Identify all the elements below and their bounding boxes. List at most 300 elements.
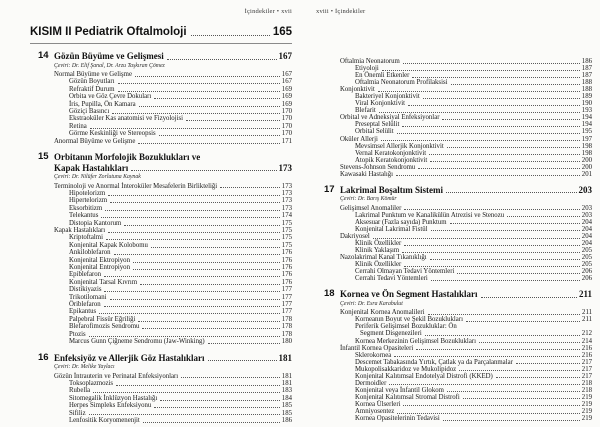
entry-page-number: 219 xyxy=(581,415,592,423)
dot-leader xyxy=(133,269,280,270)
chapter-continuation-entries xyxy=(316,58,592,178)
entry-page-number: 173 xyxy=(281,197,292,205)
toc-entry xyxy=(316,309,592,316)
toc-entry xyxy=(316,171,592,178)
entry-label: Oftalmia Neonatorum xyxy=(340,58,400,65)
toc-entry xyxy=(316,261,592,268)
toc-entry xyxy=(316,58,592,65)
entry-page-number: 193 xyxy=(581,107,592,115)
chapter-block xyxy=(30,353,292,425)
entry-page-number: 175 xyxy=(281,241,292,249)
dot-leader xyxy=(403,405,579,406)
toc-entry xyxy=(30,212,292,219)
dot-leader xyxy=(135,76,280,77)
entry-label: Nazolakrimal Kanal Tıkanıklığı xyxy=(340,254,427,262)
toc-entry xyxy=(30,190,292,197)
dot-leader xyxy=(396,175,580,176)
entry-label: Amniyosentez xyxy=(355,407,395,415)
entry-label: Oküler Allerji xyxy=(340,135,378,143)
toc-entry xyxy=(30,417,292,424)
dot-leader xyxy=(389,384,579,385)
entry-label: Distikiyazis xyxy=(69,286,102,294)
dot-leader xyxy=(186,120,280,121)
entry-page-number: 218 xyxy=(581,379,592,387)
entry-label: Konjenital Kornea Anomalileri xyxy=(340,309,425,317)
entry-page-number: 205 xyxy=(581,247,592,255)
dot-leader xyxy=(154,98,280,99)
toc-entry xyxy=(30,271,292,278)
toc-entry xyxy=(30,227,292,234)
entry-page-number: 169 xyxy=(281,85,292,93)
chapter-number: 17 xyxy=(324,183,335,195)
toc-entry xyxy=(316,359,592,366)
entry-label: Ptozis xyxy=(69,330,86,338)
entry-page-number: 170 xyxy=(281,122,292,130)
dot-leader xyxy=(429,154,580,155)
dot-leader xyxy=(403,63,580,64)
dot-leader xyxy=(110,202,280,203)
entry-label: Konjenital Lakrimal Fistül xyxy=(355,225,428,233)
dot-leader xyxy=(191,35,270,36)
toc-entry xyxy=(316,72,592,79)
chapter-page-number: 167 xyxy=(278,51,292,61)
entry-label: Korneanın Boyut ve Şekil Bozuklukları xyxy=(355,316,463,324)
entry-page-number: 178 xyxy=(281,323,292,331)
dot-leader xyxy=(90,128,280,129)
entry-label: Normal Büyüme ve Gelişme xyxy=(54,71,132,78)
entry-label: Gözün İntrauterin ve Perinatal Enfeksiyonları xyxy=(54,372,179,380)
dot-leader xyxy=(124,225,280,226)
toc-entry xyxy=(30,279,292,286)
chapter-title: Lakrimal Boşaltım Sistemi xyxy=(340,184,443,195)
entry-page-number: 189 xyxy=(581,93,592,101)
entry-label: Lakrimal Punktum ve Kanalikülün Atrezisi ve Stenozu xyxy=(355,211,505,219)
toc-entry xyxy=(316,345,592,352)
entry-page-number: 204 xyxy=(581,218,592,226)
toc-entry xyxy=(316,268,592,275)
toc-entry xyxy=(316,65,592,72)
entry-page-number: 184 xyxy=(281,394,292,402)
dot-leader xyxy=(114,254,280,255)
entry-page-number: 181 xyxy=(281,372,292,380)
left-chapter-list xyxy=(30,51,292,424)
dot-leader xyxy=(167,59,277,60)
toc-entry xyxy=(316,219,592,226)
entry-page-number: 177 xyxy=(281,286,292,294)
entry-page-number: 211 xyxy=(582,316,592,324)
dot-leader xyxy=(89,336,280,337)
entry-page-number: 203 xyxy=(581,211,592,219)
chapter-block xyxy=(316,185,592,283)
toc-entry xyxy=(30,183,292,190)
entry-label: Dermoidler xyxy=(355,379,387,387)
entry-label: İris, Pupilla, Ön Kamara xyxy=(69,100,136,108)
entry-page-number: 219 xyxy=(581,407,592,415)
chapter-heading xyxy=(316,289,592,300)
dot-leader xyxy=(159,135,280,136)
entry-label: Kriptoftalmi xyxy=(69,234,103,242)
chapter-number: 14 xyxy=(38,50,49,61)
part-page-number: 165 xyxy=(272,26,292,38)
toc-entry xyxy=(30,242,292,249)
dot-leader xyxy=(118,83,280,84)
entry-page-number: 178 xyxy=(281,315,292,323)
dot-leader xyxy=(142,328,279,329)
dot-leader xyxy=(404,266,580,267)
dot-leader xyxy=(105,210,280,211)
entry-page-number: 176 xyxy=(281,271,292,279)
entry-label: Aksesuar (Fazla sayıda) Punktum xyxy=(355,218,447,226)
entry-page-number: 201 xyxy=(581,170,592,178)
chapter-title: Orbitanın Morfolojik Bozuklukları ve xyxy=(54,152,201,163)
dot-leader xyxy=(404,209,579,210)
toc-entry xyxy=(30,101,292,108)
dot-leader xyxy=(397,413,580,414)
entry-label: Descemet Tabakasında Yırtık, Çatlak ya da Parçalanmalar xyxy=(355,358,513,366)
entry-page-number: 203 xyxy=(581,204,592,212)
entry-page-number: 198 xyxy=(581,142,592,150)
toc-entry xyxy=(316,408,592,415)
entry-page-number: 170 xyxy=(281,130,292,138)
entry-label: Trikotilomani xyxy=(69,293,107,301)
entry-page-number: 175 xyxy=(281,234,292,242)
entry-label: Epiblefaron xyxy=(69,271,102,279)
entry-page-number: 171 xyxy=(281,137,292,145)
dot-leader xyxy=(418,168,579,169)
entry-page-number: 186 xyxy=(281,416,292,424)
toc-entry xyxy=(316,233,592,240)
entry-label: Vernal Keratokonjonktivit xyxy=(355,149,427,157)
entry-page-number: 177 xyxy=(281,301,292,309)
entry-page-number: 181 xyxy=(281,379,292,387)
dot-leader xyxy=(479,342,580,343)
toc-entry xyxy=(316,150,592,157)
toc-entry xyxy=(30,331,292,338)
toc-entry xyxy=(30,316,292,323)
right-chapter-list xyxy=(316,185,592,422)
dot-leader xyxy=(143,422,280,423)
entry-page-number: 205 xyxy=(581,254,592,262)
chapter-page-number: 173 xyxy=(278,162,292,173)
entry-page-number: 216 xyxy=(581,351,592,359)
entry-label: En Önemli Etkenler xyxy=(355,72,410,80)
toc-entry xyxy=(30,308,292,315)
toc-entry xyxy=(316,86,592,93)
translator-credit: Çeviri: Dr. Nilüfer Zorlutuna Kaynak xyxy=(54,174,141,181)
entry-label: Rubella xyxy=(69,387,91,395)
toc-entry xyxy=(30,205,292,212)
entry-label: Oftalmia Neonatorum Profilaksisi xyxy=(355,79,448,87)
dot-leader xyxy=(140,284,280,285)
dot-leader xyxy=(378,91,580,92)
toc-entry xyxy=(316,93,592,100)
dot-leader xyxy=(104,276,280,277)
entry-label: Refraktif Durum xyxy=(69,85,115,93)
entry-label: Eksorbitizm xyxy=(69,204,103,212)
dot-leader xyxy=(428,314,580,315)
toc-entry xyxy=(316,394,592,401)
entry-label: Segment Disgenezileri xyxy=(360,330,422,338)
entry-label: Orbita ve Göz Çevre Dokuları xyxy=(69,93,152,101)
entry-label: Kornea Merkezinin Gelişimsel Bozuklukları xyxy=(355,337,476,345)
entry-label: Preseptal Selülit xyxy=(355,121,400,129)
chapter-number: 15 xyxy=(38,151,49,163)
entry-label: Sifiliz xyxy=(69,409,86,417)
translator-credit: Çeviri: Dr. Elif Şanal, Dr. Arzu Taşkıran Çömez xyxy=(54,62,165,69)
dot-leader xyxy=(139,106,280,107)
running-header-left: İçindekiler • xvii xyxy=(244,8,292,15)
dot-leader xyxy=(451,84,580,85)
entry-label: Öriblefaron xyxy=(69,301,101,309)
toc-entry xyxy=(30,234,292,241)
entry-label: Hipertelorizm xyxy=(69,197,108,205)
entry-page-number: 185 xyxy=(281,402,292,410)
entry-page-number: 204 xyxy=(581,232,592,240)
entry-label: Konjenital Ektropiyon xyxy=(69,256,130,264)
entry-page-number: 186 xyxy=(581,58,592,65)
entry-page-number: 198 xyxy=(581,149,592,157)
entry-page-number: 185 xyxy=(281,409,292,417)
chapter-title: Enfeksiyöz ve Allerjik Göz Hastalıkları xyxy=(54,352,205,363)
toc-entry xyxy=(316,415,592,422)
dot-leader xyxy=(118,91,280,92)
chapter-page-number: 211 xyxy=(578,289,592,300)
entry-label: Kawasaki Hastalığı xyxy=(340,170,394,178)
dot-leader xyxy=(463,398,580,399)
entry-page-number: 190 xyxy=(581,100,592,108)
dot-leader xyxy=(220,187,280,188)
entry-label: Konjenital Kapak Kolobomu xyxy=(69,241,148,249)
entry-page-number: 194 xyxy=(581,121,592,129)
entry-page-number: 173 xyxy=(281,204,292,212)
toc-entry xyxy=(316,352,592,359)
entry-page-number: 167 xyxy=(281,78,292,86)
entry-page-number: 175 xyxy=(281,219,292,227)
entry-page-number: 219 xyxy=(581,393,592,401)
toc-entry xyxy=(30,93,292,100)
toc-entry xyxy=(30,323,292,330)
entry-label: Göziçi Basıncı xyxy=(69,108,110,116)
entry-label: Klinik Özellikler xyxy=(355,240,402,248)
entry-page-number: 169 xyxy=(281,93,292,101)
entry-page-number: 218 xyxy=(581,386,592,394)
toc-entry xyxy=(316,275,592,282)
chapter-heading xyxy=(30,353,292,364)
toc-column-left xyxy=(30,26,292,424)
entry-label: Kornea Ülserleri xyxy=(355,400,401,408)
toc-entry xyxy=(30,123,292,130)
entry-label: Blefarit xyxy=(355,107,376,115)
dot-leader xyxy=(208,343,280,344)
entry-page-number: 167 xyxy=(281,71,292,78)
chapter-title: Gözün Büyüme ve Gelişmesi xyxy=(54,51,164,61)
entry-page-number: 204 xyxy=(581,240,592,248)
dot-leader xyxy=(133,262,280,263)
entry-label: Atopik Keratokonjonktivit xyxy=(355,156,428,164)
toc-entry xyxy=(316,366,592,373)
entry-label: Palpebral Fissür Eğriliği xyxy=(69,315,136,323)
entry-label: Gözün Boyutları xyxy=(69,78,115,86)
toc-entry xyxy=(30,294,292,301)
dot-leader xyxy=(425,335,580,336)
toc-entry xyxy=(30,138,292,145)
dot-leader xyxy=(412,77,579,78)
entry-label: Gelişimsel Anomaliler xyxy=(340,204,402,212)
dot-leader xyxy=(423,98,580,99)
entry-page-number: 188 xyxy=(581,86,592,94)
dot-leader xyxy=(101,217,279,218)
toc-entry xyxy=(30,301,292,308)
entry-label: Konjenital Entropiyon xyxy=(69,264,130,272)
dot-leader xyxy=(416,349,580,350)
dot-leader xyxy=(447,147,580,148)
entry-page-number: 211 xyxy=(582,309,592,317)
entry-page-number: 197 xyxy=(581,135,592,143)
toc-column-right xyxy=(316,58,592,422)
dot-leader xyxy=(431,230,580,231)
toc-entry xyxy=(316,316,592,323)
dot-leader xyxy=(106,239,280,240)
toc-entry xyxy=(30,410,292,417)
entry-label: Terminoloji ve Anormal İnteroküler Mesafelerin Birlikteliği xyxy=(54,182,218,190)
toc-entry xyxy=(316,401,592,408)
entry-label: Ankiloblefaron xyxy=(69,249,111,257)
entry-label: Kornea Opasitelerinin Tedavisi xyxy=(355,415,440,423)
dot-leader xyxy=(138,321,279,322)
entry-page-number: 214 xyxy=(581,337,592,345)
entry-page-number: 219 xyxy=(581,400,592,408)
toc-entry xyxy=(316,338,592,345)
entry-page-number: 176 xyxy=(281,256,292,264)
entry-label: Kapak Hastalıkları xyxy=(54,227,106,234)
dot-leader xyxy=(99,313,280,314)
dot-leader xyxy=(381,140,580,141)
toc-entry xyxy=(30,387,292,394)
entry-label: Toksoplazmozis xyxy=(69,379,114,387)
entry-label: Klinik Özellikler xyxy=(355,261,402,269)
chapter-heading xyxy=(316,185,592,196)
entry-page-number: 187 xyxy=(581,65,592,73)
running-header-right: xviii • İçindekiler xyxy=(316,8,366,15)
toc-entry xyxy=(30,373,292,380)
dot-leader xyxy=(93,392,280,393)
entry-page-number: 178 xyxy=(281,330,292,338)
entry-label: Konjenital veya İnfantil Glokom xyxy=(355,386,444,394)
dot-leader xyxy=(151,247,280,248)
dot-leader xyxy=(457,273,579,274)
chapter-page-number: 181 xyxy=(278,352,292,363)
dot-leader xyxy=(382,70,580,71)
toc-entry xyxy=(316,114,592,121)
dot-leader xyxy=(397,133,580,134)
toc-entry xyxy=(316,240,592,247)
dot-leader xyxy=(466,321,580,322)
translator-credit: Çeviri: Dr. Barış Kömür xyxy=(340,196,397,203)
dot-leader xyxy=(181,377,280,378)
toc-entry xyxy=(316,136,592,143)
toc-entry xyxy=(316,254,592,261)
entry-page-number: 212 xyxy=(581,330,592,338)
entry-page-number: 170 xyxy=(281,115,292,123)
entry-label: Periferik Gelişimsel Bozukluklar: Ön xyxy=(355,323,457,331)
toc-entry xyxy=(30,264,292,271)
entry-label: Retina xyxy=(69,122,87,130)
toc-entry xyxy=(30,197,292,204)
dot-leader xyxy=(450,223,580,224)
entry-page-number: 204 xyxy=(581,225,592,233)
chapter-page-number: 203 xyxy=(578,184,592,195)
dot-leader xyxy=(408,105,580,106)
entry-label: Dakriyosel xyxy=(340,232,370,240)
entry-label: Klinik Yaklaşım xyxy=(355,247,400,255)
entry-page-number: 217 xyxy=(581,358,592,366)
toc-entry xyxy=(316,226,592,233)
translator-credit: Çeviri: Dr. Esra Karabulut xyxy=(340,300,403,307)
entry-page-number: 176 xyxy=(281,249,292,257)
entry-page-number: 206 xyxy=(581,275,592,283)
dot-leader xyxy=(442,119,579,120)
toc-entry xyxy=(30,86,292,93)
dot-leader xyxy=(459,370,580,371)
toc-entry xyxy=(316,128,592,135)
dot-leader xyxy=(431,280,580,281)
entry-label: Marcus Gunn Çiğneme Sendromu (Jaw-Winking) xyxy=(69,338,205,346)
entry-label: Ekstraoküler Kas anatomisi ve Fizyolojisi xyxy=(69,115,184,123)
entry-label: Orbital Selülit xyxy=(355,128,394,136)
toc-entry xyxy=(316,212,592,219)
toc-entry xyxy=(316,79,592,86)
entry-page-number: 217 xyxy=(581,365,592,373)
entry-label: Viral Konjonktivit xyxy=(355,100,405,108)
toc-entry xyxy=(30,130,292,137)
entry-label: Anormal Büyüme ve Gelişme xyxy=(54,137,136,145)
entry-page-number: 170 xyxy=(281,108,292,116)
toc-entry xyxy=(30,286,292,293)
chapter-heading xyxy=(30,152,292,163)
toc-entry xyxy=(316,323,592,330)
dot-leader xyxy=(110,299,280,300)
entry-label: Etiyoloji xyxy=(355,65,379,73)
entry-page-number: 205 xyxy=(581,261,592,269)
toc-entry xyxy=(316,387,592,394)
dot-leader xyxy=(116,385,280,386)
dot-leader xyxy=(516,363,580,364)
entry-label: Lenfositik Koryomenenjit xyxy=(69,416,140,424)
dot-leader xyxy=(446,192,577,193)
toc-entry xyxy=(316,373,592,380)
entry-page-number: 216 xyxy=(581,344,592,352)
dot-leader xyxy=(108,195,280,196)
entry-page-number: 177 xyxy=(281,293,292,301)
entry-label: Sklerokornea xyxy=(355,351,392,359)
entry-page-number: 200 xyxy=(581,156,592,164)
toc-entry xyxy=(30,108,292,115)
dot-leader xyxy=(131,170,276,171)
entry-label: Sitomegalik İnklüzyon Hastalığı xyxy=(69,394,158,402)
entry-label: Telekantus xyxy=(69,212,99,220)
toc-entry xyxy=(30,380,292,387)
entry-page-number: 206 xyxy=(581,268,592,276)
chapter-number: 16 xyxy=(38,351,49,363)
entry-page-number: 176 xyxy=(281,264,292,272)
entry-label: Cerrahi Olmayan Tedavi Yöntemleri xyxy=(355,268,455,276)
toc-entry xyxy=(316,157,592,164)
entry-page-number: 195 xyxy=(581,128,592,136)
entry-label: Konjenital Kalıtımsal Endotelyal Distrofi (KKED) xyxy=(355,372,493,380)
entry-label: Cerrahi Tedavi Yöntemleri xyxy=(355,275,428,283)
dot-leader xyxy=(443,420,580,421)
dot-leader xyxy=(430,259,580,260)
